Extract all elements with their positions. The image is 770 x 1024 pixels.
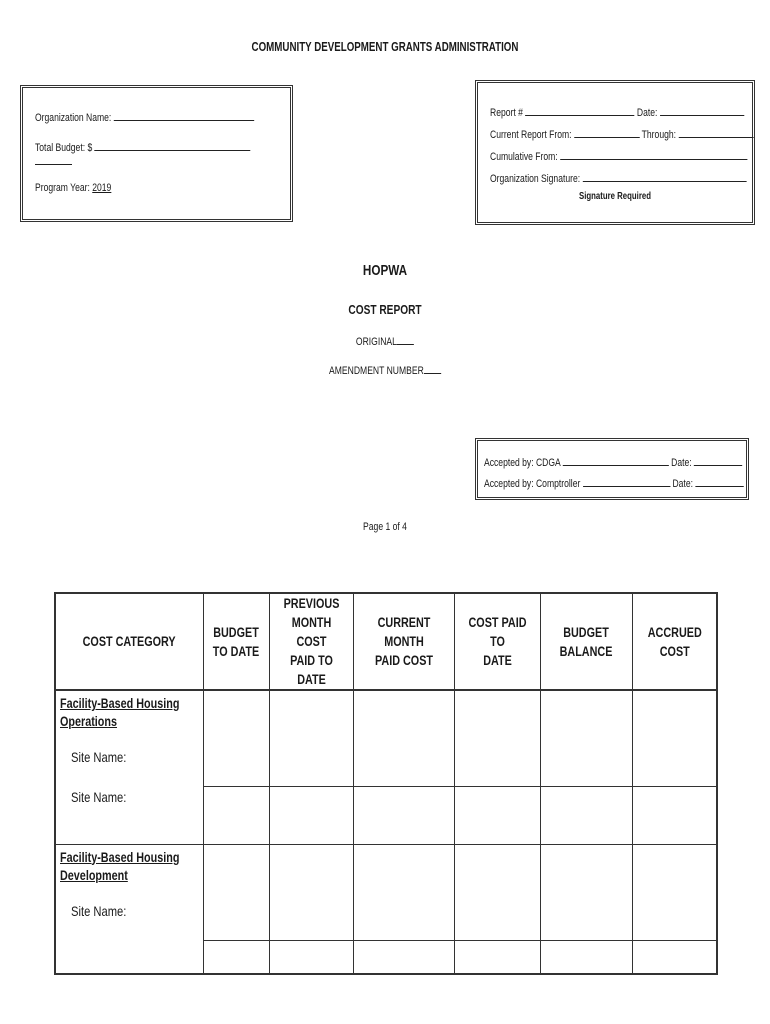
cdga-date-label: Date:: [671, 457, 692, 469]
report-number-line[interactable]: [525, 105, 634, 116]
col-header-accrued-cost: ACCRUED COST: [632, 593, 717, 690]
table-cell[interactable]: [203, 690, 269, 786]
cost-report-table: [54, 592, 718, 975]
program-year-label: Program Year:: [35, 182, 90, 194]
through-label: Through:: [641, 129, 677, 141]
col-header-cost-paid-to-date: COST PAID TO DATE: [454, 593, 540, 690]
col-header-cost-category: COST CATEGORY: [55, 593, 203, 690]
signature-required-note: [478, 191, 752, 202]
table-cell[interactable]: [632, 786, 717, 844]
current-report-from-label: Current Report From:: [490, 129, 572, 141]
table-cell[interactable]: [269, 690, 353, 786]
through-line[interactable]: [678, 127, 753, 138]
table-cell[interactable]: [353, 690, 454, 786]
table-cell[interactable]: [632, 940, 717, 974]
cdga-accepted-line[interactable]: [563, 455, 669, 466]
total-budget-line-continued: [35, 164, 72, 165]
amendment-number-field[interactable]: [0, 363, 770, 377]
cdga-accepted-label: Accepted by: CDGA: [484, 457, 561, 469]
comptroller-acceptance-field[interactable]: [484, 476, 744, 490]
org-signature-label: Organization Signature:: [490, 173, 581, 185]
category-title-operations: Facility-Based Housing Operations: [60, 696, 180, 729]
program-title-text: HOPWA: [362, 262, 408, 279]
report-number-label: Report #: [490, 107, 523, 119]
comptroller-date-line[interactable]: [695, 476, 743, 487]
amendment-number-label: AMENDMENT NUMBER: [329, 365, 424, 377]
category-title-development: Facility-Based Housing Development: [60, 849, 180, 883]
col-header-previous-month-cost: PREVIOUS MONTH COST PAID TO DATE: [269, 593, 353, 690]
org-name-field[interactable]: [35, 110, 254, 124]
table-cell[interactable]: [203, 940, 269, 974]
program-title: [0, 262, 770, 279]
page-number: [0, 521, 770, 533]
site-name-label: Site Name:: [71, 902, 127, 919]
report-info-box: [475, 80, 755, 225]
report-title-text: COST REPORT: [348, 302, 422, 317]
page-header-title: [0, 40, 770, 54]
report-date-label: Date:: [636, 107, 658, 119]
col-header-current-month-paid: CURRENT MONTH PAID COST: [353, 593, 454, 690]
current-report-from-line[interactable]: [574, 127, 640, 138]
original-label: ORIGINAL: [355, 336, 397, 348]
table-cell[interactable]: [203, 844, 269, 940]
comptroller-accepted-line[interactable]: [583, 476, 670, 487]
table-cell[interactable]: [353, 844, 454, 940]
org-name-line[interactable]: [114, 110, 254, 121]
page-number-text: Page 1 of 4: [363, 521, 407, 533]
cumulative-from-field[interactable]: [490, 149, 747, 163]
comptroller-date-label: Date:: [672, 478, 693, 490]
cdga-acceptance-field[interactable]: [484, 455, 742, 469]
table-cell[interactable]: [540, 940, 632, 974]
table-cell[interactable]: [454, 786, 540, 844]
total-budget-field[interactable]: [35, 140, 251, 154]
signature-required-text: Signature Required: [579, 191, 651, 202]
header-title-text: COMMUNITY DEVELOPMENT GRANTS ADMINISTRATION: [251, 40, 519, 54]
program-year-field: [35, 182, 111, 194]
table-cell[interactable]: [269, 844, 353, 940]
org-signature-line[interactable]: [583, 171, 747, 182]
program-year-value: 2019: [92, 182, 112, 194]
table-cell[interactable]: [269, 786, 353, 844]
table-cell[interactable]: [540, 844, 632, 940]
site-name-label: Site Name:: [71, 789, 127, 805]
table-header-row: [55, 593, 717, 690]
category-cell-development: [55, 844, 203, 974]
amendment-number-line[interactable]: [424, 363, 441, 374]
category-cell-operations: [55, 690, 203, 844]
acceptance-box: [475, 438, 749, 500]
original-field[interactable]: [0, 334, 770, 348]
site-name-label: Site Name:: [71, 749, 127, 765]
cdga-date-line[interactable]: [694, 455, 742, 466]
col-header-budget-balance: BUDGET BALANCE: [540, 593, 632, 690]
cumulative-from-line[interactable]: [560, 149, 747, 160]
table-cell[interactable]: [632, 844, 717, 940]
table-cell[interactable]: [454, 844, 540, 940]
cumulative-from-label: Cumulative From:: [490, 151, 558, 163]
table-cell[interactable]: [269, 940, 353, 974]
table-cell[interactable]: [203, 786, 269, 844]
table-cell[interactable]: [353, 940, 454, 974]
report-number-field[interactable]: [490, 105, 744, 119]
report-date-line[interactable]: [660, 105, 744, 116]
col-header-budget-to-date: BUDGET TO DATE: [203, 593, 269, 690]
table-row: [55, 690, 717, 786]
table-cell[interactable]: [632, 690, 717, 786]
table-cell[interactable]: [353, 786, 454, 844]
table-cell[interactable]: [454, 690, 540, 786]
total-budget-label: Total Budget: $: [35, 142, 93, 154]
organization-info-box: [20, 85, 293, 222]
org-signature-field[interactable]: [490, 171, 746, 185]
total-budget-line[interactable]: [95, 140, 251, 151]
comptroller-accepted-label: Accepted by: Comptroller: [484, 478, 581, 490]
current-report-field[interactable]: [490, 127, 753, 141]
table-cell[interactable]: [540, 786, 632, 844]
table-cell[interactable]: [540, 690, 632, 786]
org-name-label: Organization Name:: [35, 112, 112, 124]
original-line[interactable]: [397, 334, 414, 345]
table-cell[interactable]: [454, 940, 540, 974]
report-title: [0, 302, 770, 317]
table-row: [55, 844, 717, 940]
